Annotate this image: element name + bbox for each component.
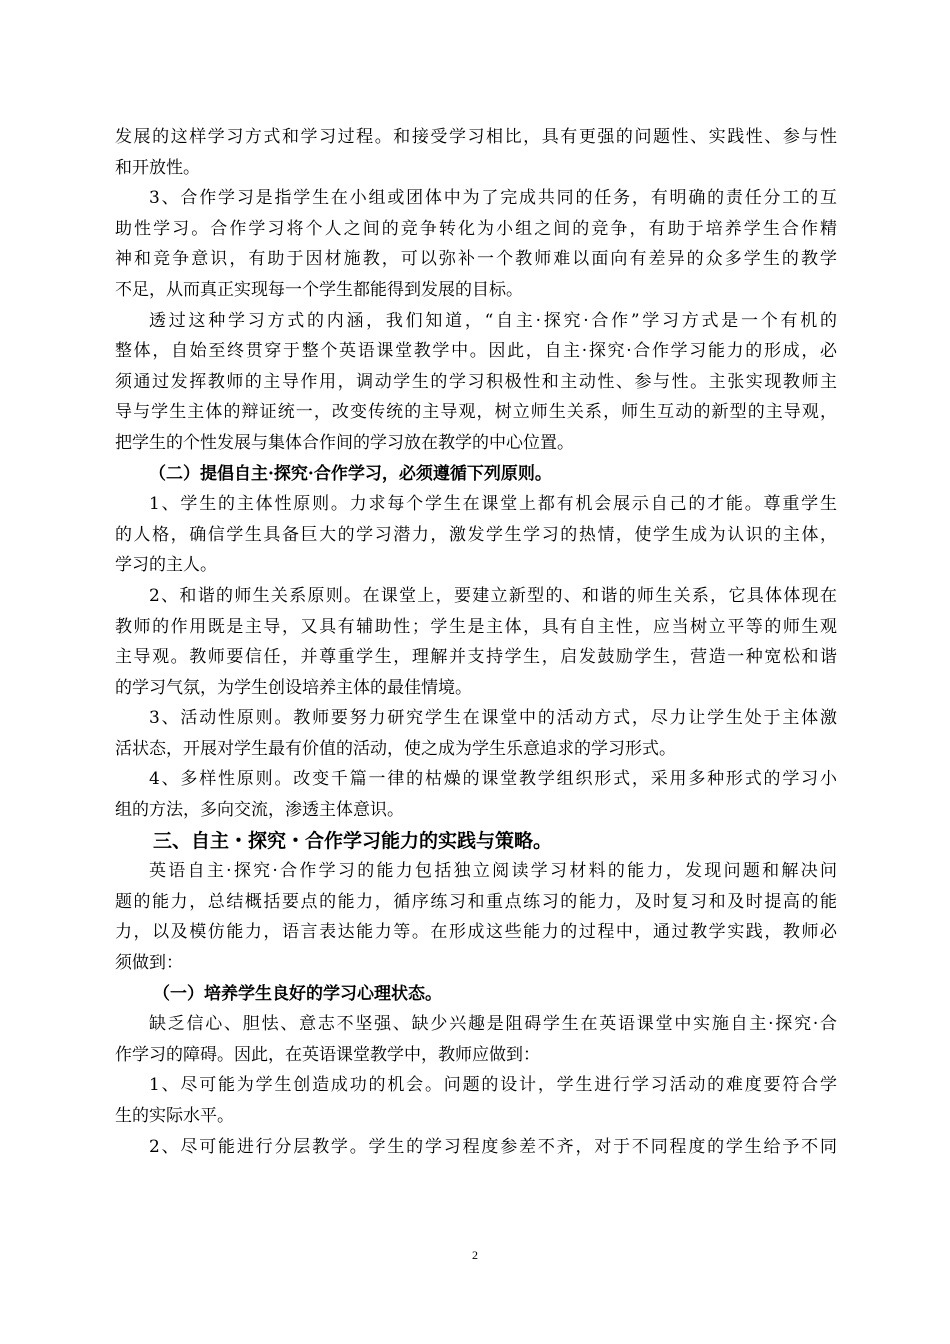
- body-line: 导与学生主体的辩证统一，改变传统的主导观，树立师生关系，师生互动的新型的主导观，: [115, 402, 837, 423]
- subsection-heading: （二）提倡自主·探究·合作学习，必须遵循下列原则。: [149, 463, 552, 484]
- paragraph-first-line: 缺乏信心、胆怯、意志不坚强、缺少兴趣是阻碍学生在英语课堂中实施自主·探究·合: [149, 1014, 837, 1035]
- body-line: 须通过发挥教师的主导作用，调动学生的学习积极性和主动性、参与性。主张实现教师主: [115, 371, 837, 392]
- body-line: 的学习气氛，为学生创设培养主体的最佳情境。: [115, 677, 472, 698]
- section-heading: 三、自主・探究・合作学习能力的实践与策略。: [153, 829, 553, 852]
- subsection-heading: （一）培养学生良好的学习心理状态。: [153, 983, 442, 1004]
- paragraph-first-line: 透过这种学习方式的内涵，我们知道，“自主·探究·合作”学习方式是一个有机的: [149, 310, 837, 331]
- page-number: 2: [472, 1248, 478, 1262]
- document-page: [115, 122, 837, 1162]
- body-line: 和开放性。: [115, 157, 200, 178]
- body-line: 活状态，开展对学生最有价值的活动，使之成为学生乐意追求的学习形式。: [115, 738, 676, 759]
- body-line: 主导观。教师要信任，并尊重学生，理解并支持学生，启发鼓励学生，营造一种宽松和谐: [115, 647, 837, 668]
- body-line: 不足，从而真正实现每一个学生都能得到发展的目标。: [115, 279, 523, 300]
- paragraph-first-line: 2、和谐的师生关系原则。在课堂上，要建立新型的、和谐的师生关系，它具体体现在: [149, 585, 837, 606]
- body-line: 教师的作用既是主导，又具有辅助性；学生是主体，具有自主性，应当树立平等的师生观: [115, 616, 837, 637]
- body-line: 学习的主人。: [115, 555, 217, 576]
- body-line: 整体，自始至终贯穿于整个英语课堂教学中。因此，自主·探究·合作学习能力的形成，必: [115, 341, 837, 362]
- paragraph-first-line: 3、活动性原则。教师要努力研究学生在课堂中的活动方式，尽力让学生处于主体激: [149, 708, 837, 729]
- paragraph-first-line: 1、尽可能为学生创造成功的机会。问题的设计，学生进行学习活动的难度要符合学: [149, 1075, 837, 1096]
- paragraph-first-line: 1、学生的主体性原则。力求每个学生在课堂上都有机会展示自己的才能。尊重学生: [149, 494, 837, 515]
- body-line: 的人格，确信学生具备巨大的学习潜力，激发学生学习的热情，使学生成为认识的主体，: [115, 524, 837, 545]
- body-line: 力，以及模仿能力，语言表达能力等。在形成这些能力的过程中，通过教学实践，教师必: [115, 922, 837, 943]
- body-line: 神和竞争意识，有助于因材施教，可以弥补一个教师难以面向有差异的众多学生的教学: [115, 249, 837, 270]
- body-line: 须做到：: [115, 953, 183, 974]
- paragraph-first-line: 2、尽可能进行分层教学。学生的学习程度参差不齐，对于不同程度的学生给予不同: [149, 1136, 837, 1157]
- paragraph-first-line: 3、合作学习是指学生在小组或团体中为了完成共同的任务，有明确的责任分工的互: [149, 188, 837, 209]
- body-line: 发展的这样学习方式和学习过程。和接受学习相比，具有更强的问题性、实践性、参与性: [115, 127, 837, 147]
- body-line: 组的方法，多向交流，渗透主体意识。: [115, 800, 404, 821]
- paragraph-first-line: 英语自主·探究·合作学习的能力包括独立阅读学习材料的能力，发现问题和解决问: [149, 861, 837, 882]
- body-line: 把学生的个性发展与集体合作间的学习放在教学的中心位置。: [115, 432, 574, 453]
- body-line: 助性学习。合作学习将个人之间的竞争转化为小组之间的竞争，有助于培养学生合作精: [115, 218, 837, 239]
- body-line: 题的能力，总结概括要点的能力，循序练习和重点练习的能力，及时复习和及时提高的能: [115, 891, 837, 912]
- paragraph-first-line: 4、多样性原则。改变千篇一律的枯燥的课堂教学组织形式，采用多种形式的学习小: [149, 769, 837, 790]
- body-line: 生的实际水平。: [115, 1106, 234, 1126]
- body-line: 作学习的障碍。因此，在英语课堂教学中，教师应做到：: [115, 1044, 540, 1065]
